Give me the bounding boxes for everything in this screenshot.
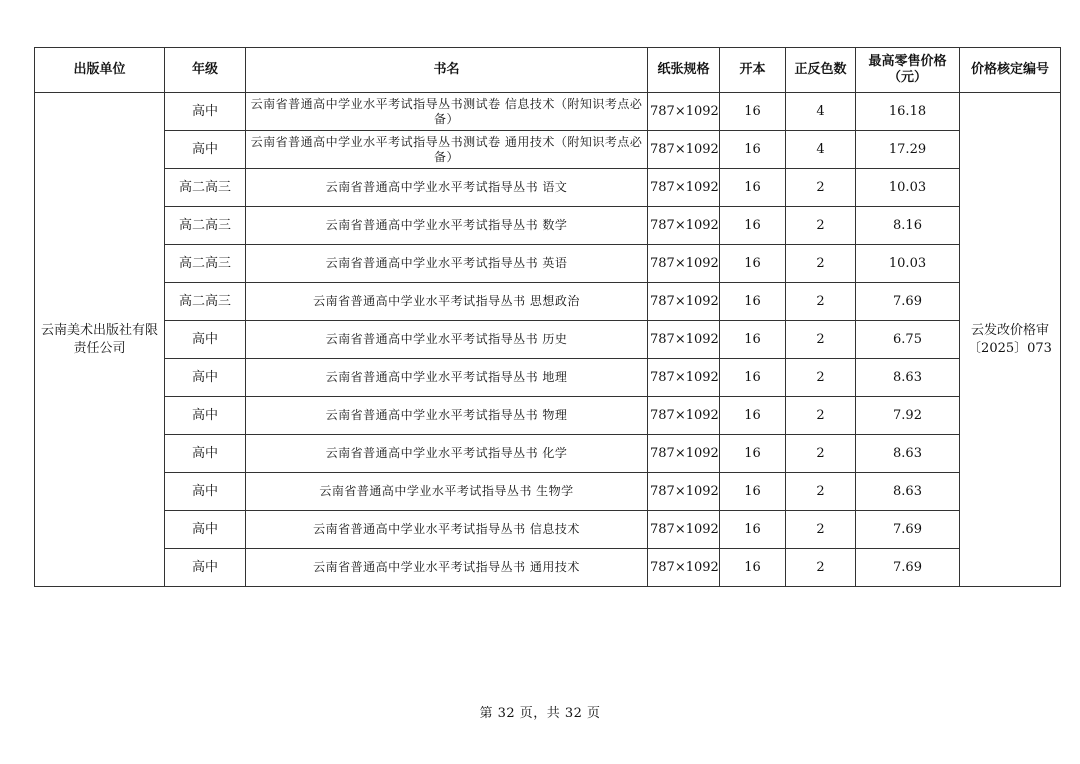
header-price: 最高零售价格（元） [856,48,960,93]
title-cell: 云南省普通高中学业水平考试指导丛书 信息技术 [246,511,648,549]
colors-cell: 2 [786,321,856,359]
format-cell: 16 [720,93,786,131]
table-row [35,245,1061,283]
grade-cell: 高中 [165,473,246,511]
title-cell: 云南省普通高中学业水平考试指导丛书 生物学 [246,473,648,511]
title-cell: 云南省普通高中学业水平考试指导丛书 化学 [246,435,648,473]
format-cell: 16 [720,131,786,169]
title-cell: 云南省普通高中学业水平考试指导丛书测试卷 信息技术（附知识考点必备） [246,93,648,131]
table-row [35,511,1061,549]
format-cell: 16 [720,245,786,283]
table-row [35,169,1061,207]
price-cell: 10.03 [856,169,960,207]
price-cell: 16.18 [856,93,960,131]
grade-cell: 高中 [165,321,246,359]
colors-cell: 4 [786,93,856,131]
title-cell: 云南省普通高中学业水平考试指导丛书 语文 [246,169,648,207]
title-cell: 云南省普通高中学业水平考试指导丛书 思想政治 [246,283,648,321]
grade-cell: 高中 [165,131,246,169]
grade-cell: 高二高三 [165,169,246,207]
colors-cell: 2 [786,359,856,397]
format-cell: 16 [720,397,786,435]
colors-cell: 2 [786,283,856,321]
table-row [35,131,1061,169]
paper-size-cell: 787×1092 [648,169,720,207]
title-cell: 云南省普通高中学业水平考试指导丛书 英语 [246,245,648,283]
grade-cell: 高中 [165,435,246,473]
grade-cell: 高二高三 [165,207,246,245]
colors-cell: 2 [786,511,856,549]
colors-cell: 2 [786,245,856,283]
table-row [35,283,1061,321]
paper-size-cell: 787×1092 [648,207,720,245]
colors-cell: 4 [786,131,856,169]
header-publisher: 出版单位 [35,48,165,93]
format-cell: 16 [720,473,786,511]
paper-size-cell: 787×1092 [648,283,720,321]
title-cell: 云南省普通高中学业水平考试指导丛书 通用技术 [246,549,648,587]
title-cell: 云南省普通高中学业水平考试指导丛书 数学 [246,207,648,245]
page-number: 第 32 页，共 32 页 [479,706,601,721]
format-cell: 16 [720,207,786,245]
paper-size-cell: 787×1092 [648,131,720,169]
table-body [35,93,1061,587]
title-cell: 云南省普通高中学业水平考试指导丛书 历史 [246,321,648,359]
grade-cell: 高二高三 [165,283,246,321]
price-cell: 8.63 [856,359,960,397]
price-cell: 7.92 [856,397,960,435]
colors-cell: 2 [786,397,856,435]
table-row [35,359,1061,397]
paper-size-cell: 787×1092 [648,93,720,131]
table-row [35,321,1061,359]
table-row [35,207,1061,245]
paper-size-cell: 787×1092 [648,435,720,473]
grade-cell: 高中 [165,511,246,549]
header-row [35,48,1061,93]
format-cell: 16 [720,511,786,549]
header-title: 书名 [246,48,648,93]
publisher-cell: 云南美术出版社有限责任公司 [35,93,165,587]
price-cell: 10.03 [856,245,960,283]
header-colors: 正反色数 [786,48,856,93]
format-cell: 16 [720,283,786,321]
price-cell: 8.16 [856,207,960,245]
table-row [35,93,1061,131]
title-cell: 云南省普通高中学业水平考试指导丛书 物理 [246,397,648,435]
format-cell: 16 [720,435,786,473]
approval-cell: 云发改价格审〔2025〕073 [960,93,1061,587]
format-cell: 16 [720,359,786,397]
paper-size-cell: 787×1092 [648,397,720,435]
price-cell: 6.75 [856,321,960,359]
price-cell: 8.63 [856,473,960,511]
paper-size-cell: 787×1092 [648,245,720,283]
paper-size-cell: 787×1092 [648,359,720,397]
grade-cell: 高中 [165,359,246,397]
title-cell: 云南省普通高中学业水平考试指导丛书 地理 [246,359,648,397]
price-table [34,47,1061,587]
grade-cell: 高中 [165,93,246,131]
format-cell: 16 [720,549,786,587]
title-cell: 云南省普通高中学业水平考试指导丛书测试卷 通用技术（附知识考点必备） [246,131,648,169]
header-format: 开本 [720,48,786,93]
price-cell: 8.63 [856,435,960,473]
table-row [35,397,1061,435]
grade-cell: 高二高三 [165,245,246,283]
paper-size-cell: 787×1092 [648,473,720,511]
format-cell: 16 [720,169,786,207]
price-cell: 7.69 [856,549,960,587]
colors-cell: 2 [786,207,856,245]
paper-size-cell: 787×1092 [648,511,720,549]
header-paper-size: 纸张规格 [648,48,720,93]
table-row [35,549,1061,587]
colors-cell: 2 [786,435,856,473]
price-cell: 7.69 [856,283,960,321]
colors-cell: 2 [786,549,856,587]
format-cell: 16 [720,321,786,359]
table-row [35,473,1061,511]
price-cell: 17.29 [856,131,960,169]
colors-cell: 2 [786,169,856,207]
table-row [35,435,1061,473]
grade-cell: 高中 [165,549,246,587]
paper-size-cell: 787×1092 [648,549,720,587]
header-approval: 价格核定编号 [960,48,1061,93]
header-grade: 年级 [165,48,246,93]
paper-size-cell: 787×1092 [648,321,720,359]
price-cell: 7.69 [856,511,960,549]
colors-cell: 2 [786,473,856,511]
grade-cell: 高中 [165,397,246,435]
